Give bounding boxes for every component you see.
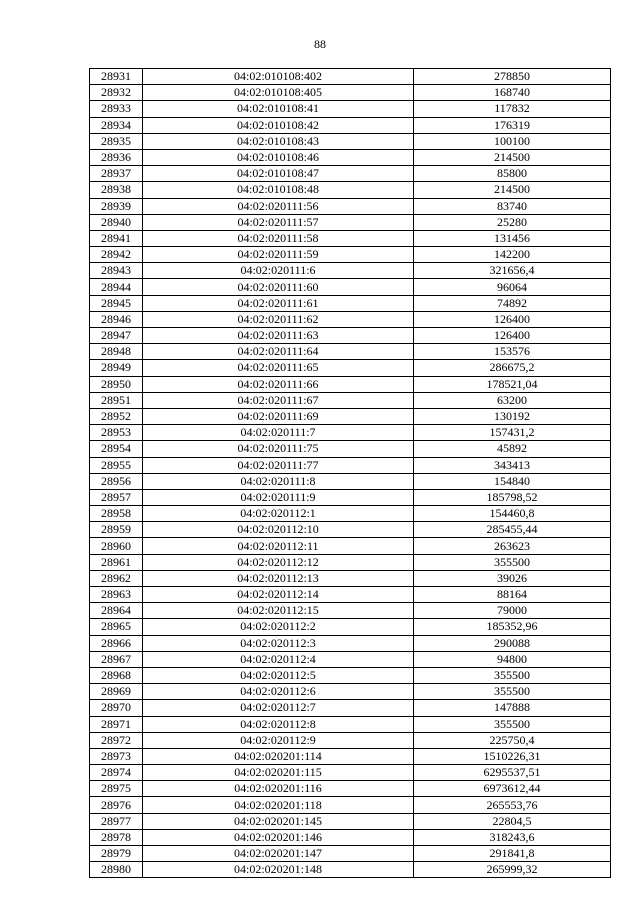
page-number: 88 [314,37,326,51]
row-number-cell: 28936 [90,149,143,165]
cadastral-value-cell: 1510226,31 [414,748,611,764]
table-row [90,295,611,311]
cadastral-number-cell: 04:02:020112:9 [143,732,414,748]
cadastral-value-cell: 126400 [414,311,611,327]
cadastral-value-cell: 6973612,44 [414,781,611,797]
cadastral-number-cell: 04:02:020111:67 [143,392,414,408]
cadastral-number-cell: 04:02:020111:60 [143,279,414,295]
row-number-cell: 28941 [90,230,143,246]
cadastral-number-cell: 04:02:010108:405 [143,85,414,101]
table-row [90,651,611,667]
row-number-cell: 28969 [90,684,143,700]
cadastral-value-cell: 291841,8 [414,846,611,862]
cadastral-value-table [89,68,611,878]
cadastral-value-cell: 117832 [414,101,611,117]
cadastral-value-cell: 157431,2 [414,425,611,441]
cadastral-value-cell: 343413 [414,457,611,473]
table-row [90,684,611,700]
cadastral-number-cell: 04:02:020201:118 [143,797,414,813]
row-number-cell: 28951 [90,392,143,408]
cadastral-number-cell: 04:02:020201:114 [143,748,414,764]
row-number-cell: 28963 [90,587,143,603]
cadastral-value-cell: 74892 [414,295,611,311]
cadastral-number-cell: 04:02:010108:402 [143,69,414,85]
cadastral-value-cell: 6295537,51 [414,765,611,781]
row-number-cell: 28931 [90,69,143,85]
row-number-cell: 28933 [90,101,143,117]
table-row [90,700,611,716]
row-number-cell: 28937 [90,166,143,182]
cadastral-number-cell: 04:02:020201:115 [143,765,414,781]
row-number-cell: 28971 [90,716,143,732]
cadastral-number-cell: 04:02:020112:3 [143,635,414,651]
cadastral-value-cell: 131456 [414,230,611,246]
cadastral-value-cell: 214500 [414,149,611,165]
table-row [90,506,611,522]
cadastral-value-cell: 130192 [414,408,611,424]
cadastral-value-cell: 85800 [414,166,611,182]
cadastral-number-cell: 04:02:020111:6 [143,263,414,279]
cadastral-number-cell: 04:02:020112:8 [143,716,414,732]
row-number-cell: 28948 [90,344,143,360]
cadastral-value-cell: 185798,52 [414,489,611,505]
table-row [90,85,611,101]
row-number-cell: 28932 [90,85,143,101]
cadastral-number-cell: 04:02:020112:6 [143,684,414,700]
row-number-cell: 28962 [90,570,143,586]
table-row [90,263,611,279]
cadastral-value-cell: 185352,96 [414,619,611,635]
cadastral-number-cell: 04:02:010108:43 [143,133,414,149]
cadastral-value-cell: 318243,6 [414,829,611,845]
row-number-cell: 28979 [90,846,143,862]
cadastral-value-cell: 278850 [414,69,611,85]
cadastral-value-cell: 153576 [414,344,611,360]
table-row [90,149,611,165]
row-number-cell: 28939 [90,198,143,214]
row-number-cell: 28965 [90,619,143,635]
cadastral-value-cell: 88164 [414,587,611,603]
row-number-cell: 28976 [90,797,143,813]
row-number-cell: 28950 [90,376,143,392]
table-row [90,748,611,764]
table-row [90,166,611,182]
cadastral-value-cell: 25280 [414,214,611,230]
cadastral-number-cell: 04:02:020111:61 [143,295,414,311]
cadastral-number-cell: 04:02:020112:2 [143,619,414,635]
table-row [90,829,611,845]
cadastral-value-cell: 79000 [414,603,611,619]
row-number-cell: 28956 [90,473,143,489]
row-number-cell: 28949 [90,360,143,376]
table-row [90,797,611,813]
table-row [90,247,611,263]
table-row [90,489,611,505]
cadastral-number-cell: 04:02:020111:62 [143,311,414,327]
row-number-cell: 28934 [90,117,143,133]
row-number-cell: 28945 [90,295,143,311]
row-number-cell: 28978 [90,829,143,845]
table-row [90,781,611,797]
cadastral-value-cell: 321656,4 [414,263,611,279]
row-number-cell: 28975 [90,781,143,797]
table-row [90,133,611,149]
cadastral-number-cell: 04:02:020111:66 [143,376,414,392]
table-row [90,311,611,327]
cadastral-number-cell: 04:02:020111:7 [143,425,414,441]
cadastral-number-cell: 04:02:020111:9 [143,489,414,505]
row-number-cell: 28958 [90,506,143,522]
table-row [90,522,611,538]
cadastral-number-cell: 04:02:020112:12 [143,554,414,570]
cadastral-number-cell: 04:02:020201:146 [143,829,414,845]
cadastral-number-cell: 04:02:010108:42 [143,117,414,133]
table-row [90,117,611,133]
cadastral-value-cell: 355500 [414,684,611,700]
row-number-cell: 28966 [90,635,143,651]
cadastral-value-cell: 168740 [414,85,611,101]
cadastral-number-cell: 04:02:020112:7 [143,700,414,716]
table-row [90,198,611,214]
cadastral-number-cell: 04:02:010108:47 [143,166,414,182]
table-row [90,538,611,554]
cadastral-number-cell: 04:02:020112:15 [143,603,414,619]
cadastral-number-cell: 04:02:020201:147 [143,846,414,862]
cadastral-number-cell: 04:02:020111:69 [143,408,414,424]
cadastral-number-cell: 04:02:020111:63 [143,328,414,344]
cadastral-value-cell: 154460,8 [414,506,611,522]
table-row [90,182,611,198]
row-number-cell: 28952 [90,408,143,424]
row-number-cell: 28942 [90,247,143,263]
row-number-cell: 28973 [90,748,143,764]
table-row [90,69,611,85]
cadastral-value-cell: 147888 [414,700,611,716]
table-row [90,765,611,781]
table-row [90,457,611,473]
cadastral-number-cell: 04:02:020111:57 [143,214,414,230]
row-number-cell: 28959 [90,522,143,538]
row-number-cell: 28947 [90,328,143,344]
cadastral-value-cell: 225750,4 [414,732,611,748]
table-row [90,279,611,295]
table-row [90,813,611,829]
cadastral-number-cell: 04:02:020112:10 [143,522,414,538]
row-number-cell: 28938 [90,182,143,198]
row-number-cell: 28954 [90,441,143,457]
cadastral-number-cell: 04:02:020201:145 [143,813,414,829]
cadastral-number-cell: 04:02:010108:41 [143,101,414,117]
row-number-cell: 28940 [90,214,143,230]
cadastral-value-cell: 265553,76 [414,797,611,813]
cadastral-value-cell: 154840 [414,473,611,489]
cadastral-number-cell: 04:02:020111:64 [143,344,414,360]
cadastral-number-cell: 04:02:020112:14 [143,587,414,603]
table-row [90,603,611,619]
cadastral-number-cell: 04:02:020201:116 [143,781,414,797]
table-row [90,408,611,424]
cadastral-value-cell: 355500 [414,716,611,732]
cadastral-value-cell: 45892 [414,441,611,457]
cadastral-value-cell: 39026 [414,570,611,586]
table-row [90,554,611,570]
cadastral-value-cell: 286675,2 [414,360,611,376]
row-number-cell: 28980 [90,862,143,878]
row-number-cell: 28974 [90,765,143,781]
table-row [90,716,611,732]
table-row [90,846,611,862]
cadastral-value-cell: 94800 [414,651,611,667]
table-row [90,230,611,246]
cadastral-number-cell: 04:02:020112:11 [143,538,414,554]
row-number-cell: 28944 [90,279,143,295]
table-row [90,376,611,392]
cadastral-number-cell: 04:02:020112:1 [143,506,414,522]
cadastral-value-cell: 100100 [414,133,611,149]
cadastral-number-cell: 04:02:010108:48 [143,182,414,198]
table-row [90,732,611,748]
table-row [90,667,611,683]
table-row [90,441,611,457]
row-number-cell: 28968 [90,667,143,683]
row-number-cell: 28946 [90,311,143,327]
cadastral-value-cell: 63200 [414,392,611,408]
cadastral-value-cell: 263623 [414,538,611,554]
cadastral-number-cell: 04:02:020111:58 [143,230,414,246]
cadastral-number-cell: 04:02:020112:5 [143,667,414,683]
cadastral-value-cell: 290088 [414,635,611,651]
row-number-cell: 28935 [90,133,143,149]
row-number-cell: 28953 [90,425,143,441]
cadastral-value-cell: 22804,5 [414,813,611,829]
table-row [90,360,611,376]
table-row [90,392,611,408]
row-number-cell: 28967 [90,651,143,667]
row-number-cell: 28977 [90,813,143,829]
cadastral-number-cell: 04:02:020111:59 [143,247,414,263]
cadastral-number-cell: 04:02:020111:77 [143,457,414,473]
table-row [90,587,611,603]
cadastral-value-cell: 176319 [414,117,611,133]
row-number-cell: 28960 [90,538,143,554]
table-row [90,862,611,878]
cadastral-number-cell: 04:02:020112:13 [143,570,414,586]
table-row [90,473,611,489]
cadastral-value-cell: 265999,32 [414,862,611,878]
cadastral-number-cell: 04:02:020201:148 [143,862,414,878]
table-body [90,69,611,878]
cadastral-number-cell: 04:02:010108:46 [143,149,414,165]
table-row [90,344,611,360]
table-row [90,619,611,635]
table-row [90,635,611,651]
cadastral-value-cell: 96064 [414,279,611,295]
cadastral-value-cell: 178521,04 [414,376,611,392]
cadastral-number-cell: 04:02:020111:65 [143,360,414,376]
cadastral-number-cell: 04:02:020111:8 [143,473,414,489]
cadastral-value-cell: 285455,44 [414,522,611,538]
table-row [90,328,611,344]
cadastral-value-cell: 355500 [414,667,611,683]
table-row [90,425,611,441]
row-number-cell: 28957 [90,489,143,505]
cadastral-value-cell: 355500 [414,554,611,570]
table-row [90,101,611,117]
table-row [90,214,611,230]
row-number-cell: 28972 [90,732,143,748]
cadastral-number-cell: 04:02:020111:56 [143,198,414,214]
row-number-cell: 28964 [90,603,143,619]
row-number-cell: 28961 [90,554,143,570]
table-row [90,570,611,586]
row-number-cell: 28970 [90,700,143,716]
row-number-cell: 28943 [90,263,143,279]
cadastral-value-cell: 83740 [414,198,611,214]
row-number-cell: 28955 [90,457,143,473]
cadastral-number-cell: 04:02:020112:4 [143,651,414,667]
cadastral-value-cell: 214500 [414,182,611,198]
cadastral-number-cell: 04:02:020111:75 [143,441,414,457]
cadastral-value-cell: 126400 [414,328,611,344]
cadastral-value-cell: 142200 [414,247,611,263]
